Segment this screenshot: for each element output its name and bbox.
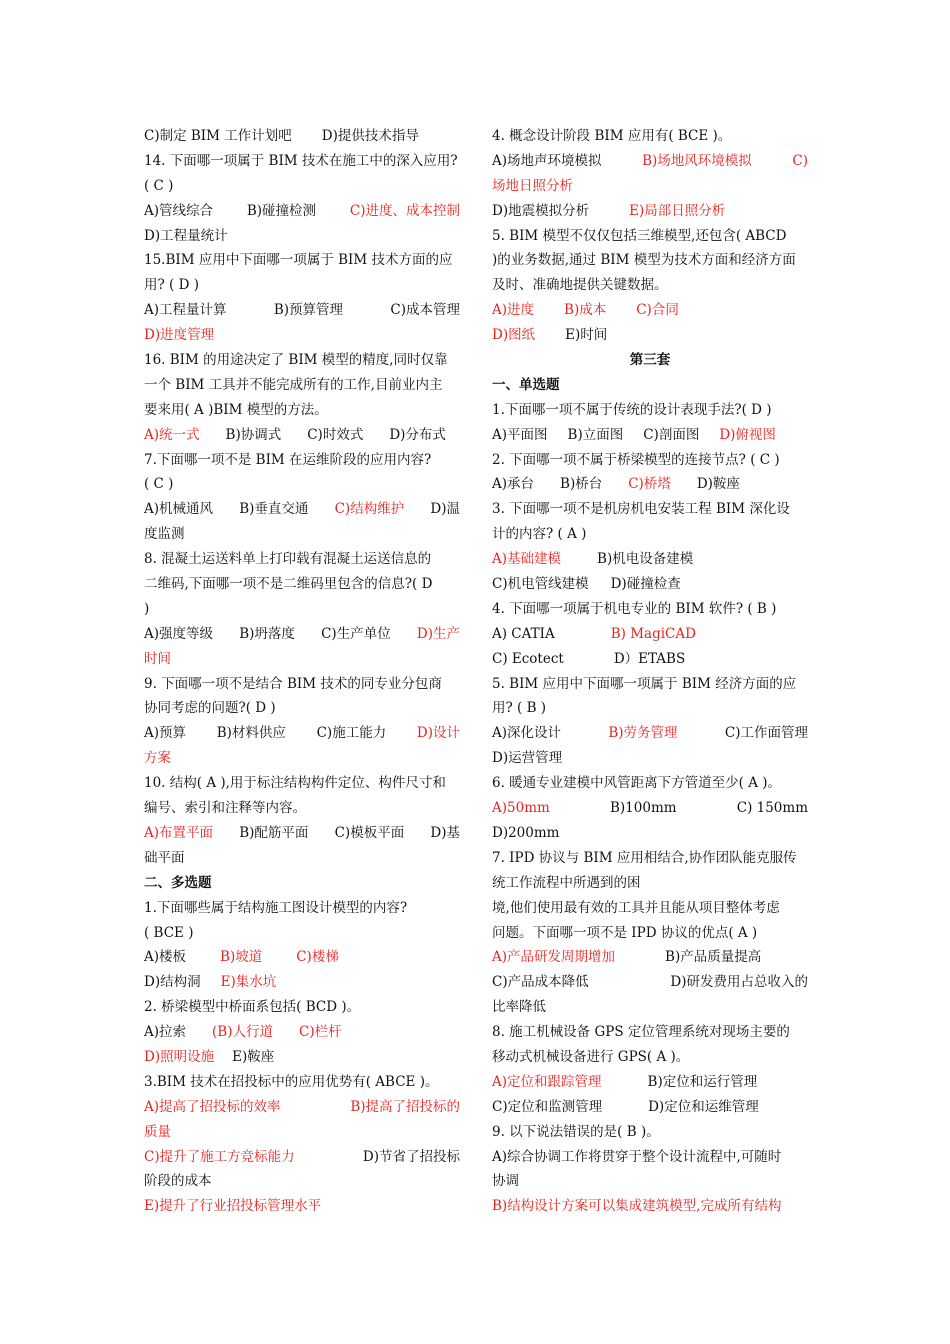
text-segment: E)鞍座 [232,1048,275,1065]
text-segment: 阶段的成本 [144,1173,212,1190]
text-segment: B)垂直交通 [239,501,309,518]
text-segment: D)节省了招投标 [362,1148,460,1165]
text-segment: C)进度、成本控制 [349,202,460,219]
text-segment: D)分布式 [389,426,446,443]
text-line [492,672,808,697]
text-line [492,921,808,946]
text-segment: D)图纸 [492,327,536,344]
text-segment: A)强度等级 [144,625,214,642]
text-line [144,1194,460,1219]
text-segment: 9. 以下说法错误的是( B )。 [492,1123,660,1140]
text-segment: C)制定 BIM 工作计划吧 [144,128,292,144]
text-line [492,945,808,970]
text-line [144,896,460,921]
text-line [144,323,460,348]
text-line [144,1145,460,1170]
text-line [492,721,808,746]
text-line [144,746,460,771]
text-segment: 协同考虑的问题?( D ) [144,700,276,717]
text-segment: A)统一式 [144,426,200,443]
text-segment: D)定位和运维管理 [648,1098,759,1115]
text-segment: 质量 [144,1123,171,1140]
text-line [492,696,808,721]
text-segment: D)200mm [492,824,560,841]
text-segment: A)定位和跟踪管理 [492,1073,602,1090]
text-segment: B)碰撞检测 [246,202,317,219]
text-line [492,1120,808,1145]
text-segment: D)设计 [416,725,460,742]
text-segment: ( C ) [144,476,174,493]
text-segment: 计的内容? ( A ) [492,526,587,543]
text-segment: C)模板平面 [334,824,405,841]
text-line [492,423,808,448]
text-segment: B)提高了招投标的 [350,1098,460,1115]
text-segment: B)桥台 [560,476,603,493]
text-line [492,622,808,647]
text-line [492,1169,808,1194]
text-segment: 7. IPD 协议与 BIM 应用相结合,协作团队能克服传 [492,849,797,866]
text-line [492,248,808,273]
text-line [492,174,808,199]
text-segment: 础平面 [144,849,185,866]
text-line [492,970,808,995]
text-line [492,373,808,398]
text-segment: ) [144,600,150,617]
text-line [144,995,460,1020]
text-line [492,746,808,771]
text-segment: C) 150mm [736,800,808,817]
text-segment: 一、单选题 [492,376,560,393]
text-segment: 2. 桥梁模型中桥面系包括( BCD )。 [144,999,361,1016]
text-segment: (B)人行道 [212,1024,273,1041]
text-segment: 16. BIM 的用途决定了 BIM 模型的精度,同时仅靠 [144,352,448,369]
text-segment: A)进度 [492,302,535,319]
text-segment: D)碰撞检查 [610,576,681,593]
text-segment: 比率降低 [492,999,546,1016]
text-segment: A)平面图 [492,426,548,443]
text-line [144,522,460,547]
text-line [492,497,808,522]
text-line [144,1095,460,1120]
text-segment: B)协调式 [225,426,282,443]
text-segment: 统工作流程中所遇到的困 [492,874,641,891]
text-segment: 5. BIM 应用中下面哪一项属于 BIM 经济方面的应 [492,675,797,692]
text-segment: 8. 施工机械设备 GPS 定位管理系统对现场主要的 [492,1024,790,1041]
text-line [492,298,808,323]
text-line [144,398,460,423]
text-line [492,199,808,224]
text-line [492,273,808,298]
text-segment: 4. 下面哪一项属于机电专业的 BIM 软件? ( B ) [492,600,777,617]
text-line [492,224,808,249]
text-segment: A)楼板 [144,949,187,966]
text-segment: 1.下面哪一项不属于传统的设计表现手法?( D ) [492,401,772,418]
text-segment: C)合同 [636,302,679,319]
text-segment: A) CATIA [492,625,555,642]
text-segment: E)局部日照分析 [629,202,726,219]
text-line [144,224,460,249]
text-segment: A)场地声环境模拟 [492,152,602,169]
text-segment: 移动式机械设备进行 GPS( A )。 [492,1048,690,1065]
text-segment: A)工程量计算 [144,302,227,319]
text-segment: 5. BIM 模型不仅仅包括三维模型,还包含( ABCD [492,227,787,244]
text-segment: 第三套 [629,352,671,369]
text-line [144,846,460,871]
text-line [144,547,460,572]
text-segment: C)时效式 [307,426,364,443]
text-segment: 3. 下面哪一项不是机房机电安装工程 BIM 深化设 [492,501,790,518]
text-segment: A)产品研发周期增加 [492,949,616,966]
text-segment: C)工作面管理 [724,725,808,742]
text-segment: 6. 暖通专业建模中风管距离下方管道至少( A )。 [492,775,782,792]
text-segment: B)定位和运行管理 [647,1073,758,1090]
text-line [492,1070,808,1095]
text-segment: D)运营管理 [492,750,563,767]
text-segment: 9. 下面哪一项不是结合 BIM 技术的同专业分包商 [144,675,442,692]
text-segment: 要来用( A )BIM 模型的方法。 [144,401,328,418]
text-segment: 4. 概念设计阶段 BIM 应用有( BCE )。 [492,128,732,144]
text-segment: C)结构维护 [334,501,405,518]
text-segment: E)时间 [565,327,608,344]
text-segment: 度监测 [144,526,185,543]
text-segment: A)预算 [144,725,187,742]
text-line [492,896,808,921]
text-segment: C)定位和监测管理 [492,1098,603,1115]
text-segment: 14. 下面哪一项属于 BIM 技术在施工中的深入应用? [144,152,458,169]
text-line [144,796,460,821]
text-line [492,472,808,497]
text-segment: 10. 结构( A ),用于标注结构构件定位、构件尺寸和 [144,775,446,792]
text-line [492,871,808,896]
text-segment: B)成本 [564,302,607,319]
text-segment: C)机电管线建模 [492,576,589,593]
text-line [144,1070,460,1095]
text-line [144,821,460,846]
text-line [492,149,808,174]
text-segment: D)研发费用占总收入的 [670,974,808,991]
text-segment: C)桥塔 [628,476,671,493]
text-segment: C)提升了施工方竞标能力 [144,1148,295,1165]
text-segment: D)鞍座 [696,476,740,493]
text-line [144,423,460,448]
text-segment: A)拉索 [144,1024,187,1041]
text-segment: B)产品质量提高 [665,949,762,966]
text-segment: 编号、索引和注释等内容。 [144,800,306,817]
text-line [492,547,808,572]
text-line [492,771,808,796]
text-line [492,846,808,871]
text-line [144,970,460,995]
text-line [144,1169,460,1194]
text-line [492,1145,808,1170]
text-segment: 2. 下面哪一项不属于桥梁模型的连接节点? ( C ) [492,451,780,468]
text-segment: A)综合协调工作将贯穿于整个设计流程中,可随时 [492,1148,782,1165]
text-line [144,373,460,398]
text-line [492,124,808,149]
text-line [144,273,460,298]
right-column [492,124,808,1219]
text-segment: B) MagiCAD [610,625,696,642]
text-segment: A)深化设计 [492,725,562,742]
text-segment: 一个 BIM 工具并不能完成所有的工作,目前业内主 [144,376,443,393]
text-segment: A)管线综合 [144,202,214,219]
left-column [144,124,460,1219]
text-line [144,174,460,199]
text-segment: D)提供技术指导 [321,128,419,144]
text-line [144,696,460,721]
text-segment: B)100mm [609,800,677,817]
text-segment: B)场地风环境模拟 [642,152,752,169]
text-line [144,572,460,597]
text-segment: B)机电设备建模 [597,551,694,568]
text-line [492,348,808,373]
text-segment: C)生产单位 [321,625,391,642]
text-segment: C)剖面图 [643,426,700,443]
text-line [492,1020,808,1045]
text-segment: 问题。下面哪一项不是 IPD 协议的优点( A ) [492,924,758,941]
text-segment: D）ETABS [613,650,686,667]
text-segment: 场地日照分析 [492,177,573,194]
text-segment: D)进度管理 [144,327,215,344]
text-line [492,796,808,821]
text-segment: D)地震模拟分析 [492,202,590,219]
text-line [144,672,460,697]
text-line [144,348,460,373]
text-segment: D)工程量统计 [144,227,228,244]
text-segment: 用? ( B ) [492,700,547,717]
text-segment: )的业务数据,通过 BIM 模型为技术方面和经济方面 [492,252,796,269]
text-segment: B)坡道 [220,949,263,966]
text-line [492,572,808,597]
text-line [144,448,460,473]
text-line [144,497,460,522]
text-line [492,448,808,473]
text-segment: 用? ( D ) [144,277,199,294]
text-segment: 境,他们使用最有效的工具并且能从项目整体考虑 [492,899,780,916]
text-segment: D)俯视图 [719,426,776,443]
text-segment: B)坍落度 [239,625,295,642]
text-line [144,597,460,622]
text-segment: B)立面图 [567,426,624,443]
text-segment: 协调 [492,1173,519,1190]
text-line [144,199,460,224]
text-segment: B)预算管理 [273,302,344,319]
text-line [144,1045,460,1070]
text-segment: E)提升了行业招投标管理水平 [144,1198,322,1215]
text-line [492,821,808,846]
text-line [144,622,460,647]
text-segment: 1.下面哪些属于结构施工图设计模型的内容? [144,899,408,916]
text-line [492,398,808,423]
text-line [144,149,460,174]
text-line [492,597,808,622]
text-segment: 3.BIM 技术在招投标中的应用优势有( ABCE )。 [144,1073,439,1090]
text-segment: C)产品成本降低 [492,974,589,991]
text-segment: B)配筋平面 [239,824,309,841]
text-segment: A)提高了招投标的效率 [144,1098,281,1115]
text-segment: ( C ) [144,177,174,194]
text-line [144,771,460,796]
text-segment: E)集水坑 [220,974,277,991]
text-line [144,921,460,946]
text-line [144,472,460,497]
text-line [144,1120,460,1145]
text-segment: D)结构洞 [144,974,201,991]
text-segment: A)承台 [492,476,535,493]
text-segment: D)生产 [416,625,460,642]
text-segment: C) [792,152,808,169]
text-segment: C)楼梯 [296,949,339,966]
text-segment: 方案 [144,750,171,767]
text-segment: 15.BIM 应用中下面哪一项属于 BIM 技术方面的应 [144,252,453,269]
text-line [144,298,460,323]
text-segment: 及时、准确地提供关键数据。 [492,277,668,294]
text-line [144,124,460,149]
text-line [144,945,460,970]
text-segment: 8. 混凝土运送料单上打印载有混凝土运送信息的 [144,551,432,568]
text-line [492,1095,808,1120]
text-segment: C)栏杆 [299,1024,342,1041]
text-segment: D)温 [430,501,460,518]
text-segment: 7.下面哪一项不是 BIM 在运维阶段的应用内容? [144,451,432,468]
text-line [144,248,460,273]
text-line [492,647,808,672]
text-segment: A)基础建模 [492,551,562,568]
text-segment: C)施工能力 [316,725,387,742]
text-segment: A)50mm [492,800,550,817]
text-segment: 二维码,下面哪一项不是二维码里包含的信息?( D [144,576,433,593]
text-segment: A)机械通风 [144,501,214,518]
text-segment: B)材料供应 [216,725,286,742]
text-segment: ( BCE ) [144,924,194,941]
text-segment: 时间 [144,650,171,667]
text-line [492,1045,808,1070]
text-segment: B)劳务管理 [608,725,678,742]
text-line [144,647,460,672]
text-line [492,522,808,547]
text-segment: C) Ecotect [492,650,564,667]
text-segment: C)成本管理 [390,302,460,319]
text-line [492,1194,808,1219]
text-segment: D)基 [430,824,460,841]
text-line [492,323,808,348]
text-segment: D)照明设施 [144,1048,215,1065]
text-line [144,1020,460,1045]
text-line [144,871,460,896]
text-segment: 二、多选题 [144,874,212,891]
text-segment: B)结构设计方案可以集成建筑模型,完成所有结构 [492,1198,782,1215]
text-line [144,721,460,746]
text-line [492,995,808,1020]
text-segment: A)布置平面 [144,824,214,841]
